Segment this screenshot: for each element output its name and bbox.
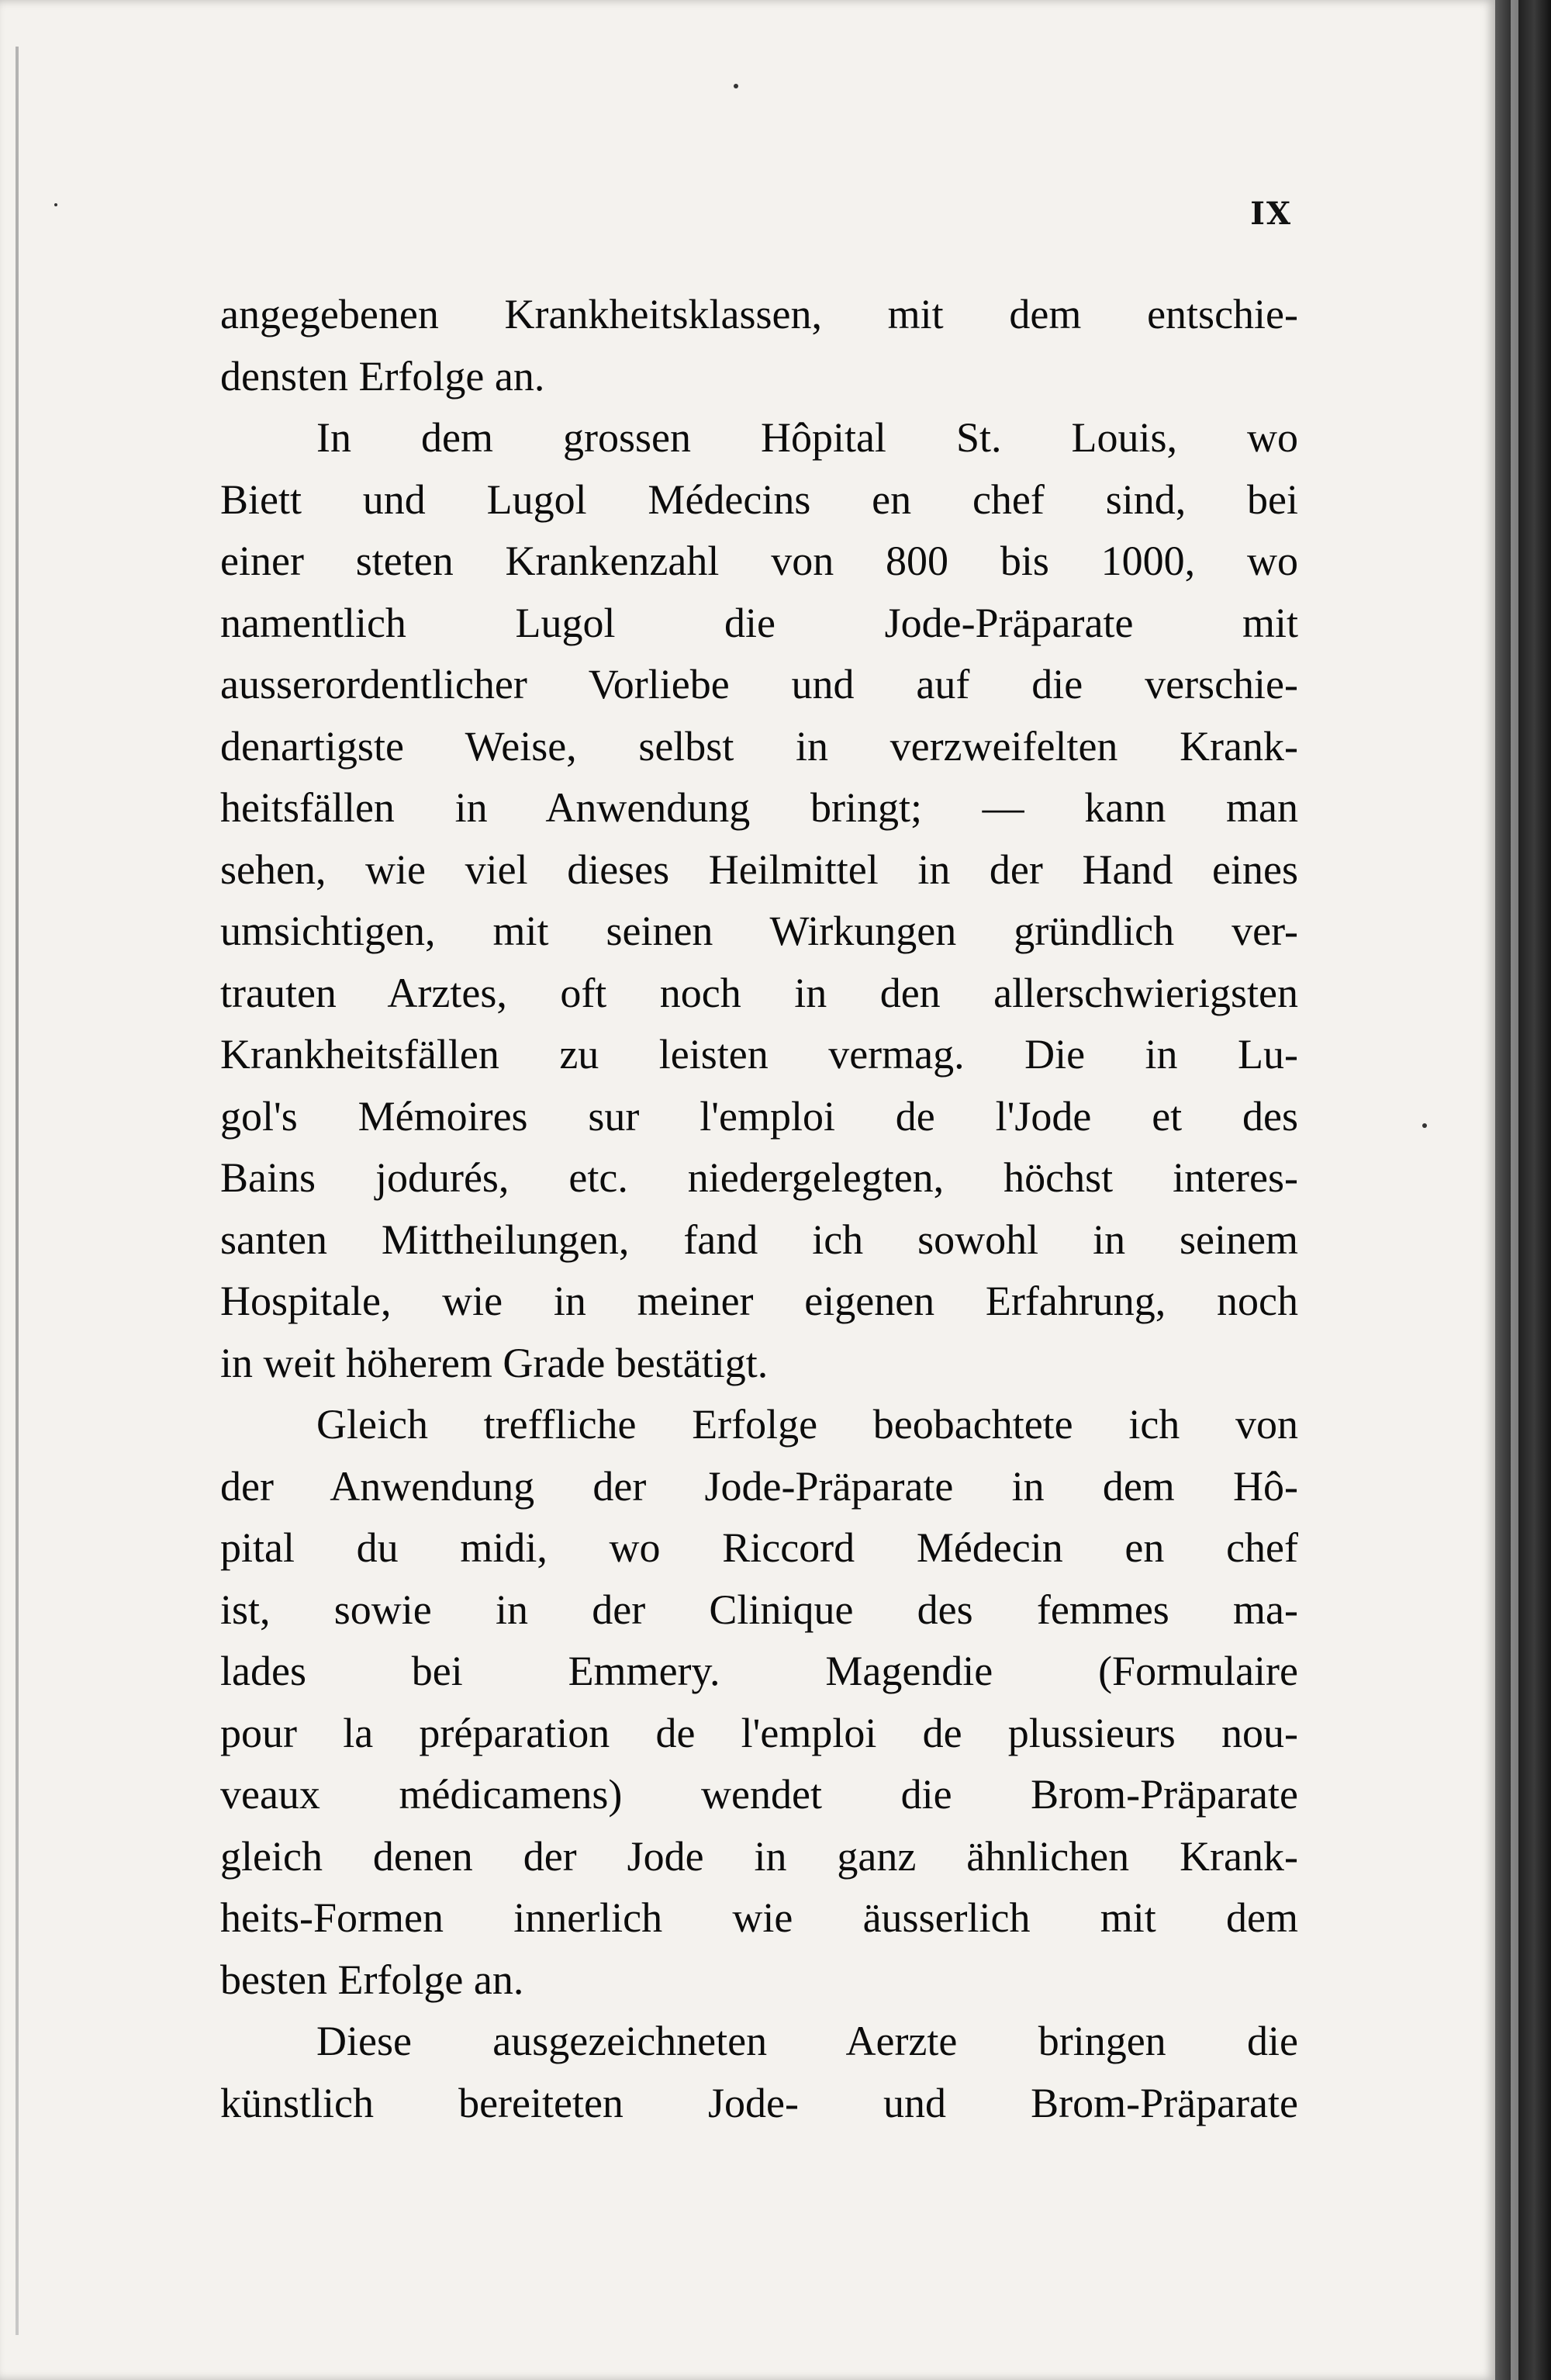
ink-speck: [54, 203, 57, 206]
text-line: Gleich treffliche Erfolge beobachtete ich von: [316, 1401, 1298, 1448]
text-line: künstlich bereiteten Jode- und Brom-Präparate: [220, 2079, 1298, 2126]
ink-speck: [1422, 1123, 1427, 1128]
text-line: Diese ausgezeichneten Aerzte bringen die: [316, 2018, 1298, 2064]
text-line: Hospitale, wie in meiner eigenen Erfahrung, noch: [220, 1278, 1298, 1324]
text-line: sehen, wie viel dieses Heilmittel in der Hand eines: [220, 846, 1298, 893]
text-line: gol's Mémoires sur l'emploi de l'Jode et des: [220, 1092, 1298, 1140]
page-number: IX: [1250, 195, 1292, 232]
text-line: ist, sowie in der Clinique des femmes ma-: [220, 1586, 1298, 1633]
text-line: in weit höherem Grade bestätigt.: [220, 1339, 769, 1386]
text-line: trauten Arztes, oft noch in den allerschwierigsten: [220, 969, 1298, 1016]
page-gutter: [16, 47, 19, 2335]
text-line: pour la préparation de l'emploi de plussieurs nou-: [220, 1709, 1298, 1756]
text-line: lades bei Emmery. Magendie (Formulaire: [220, 1648, 1298, 1694]
text-line: densten Erfolge an.: [220, 352, 545, 400]
text-line: gleich denen der Jode in ganz ähnlichen Krank-: [220, 1832, 1298, 1880]
text-line: Biett und Lugol Médecins en chef sind, bei: [220, 476, 1298, 523]
text-line: heitsfällen in Anwendung bringt; — kann man: [220, 784, 1298, 831]
text-line: veaux médicamens) wendet die Brom-Präparate: [220, 1771, 1298, 1818]
text-line: denartigste Weise, selbst in verzweifelten Krank-: [220, 722, 1298, 770]
text-line: santen Mittheilungen, fand ich sowohl in seinem: [220, 1216, 1298, 1263]
text-line: der Anwendung der Jode-Präparate in dem Hô-: [220, 1462, 1298, 1510]
text-line: angegebenen Krankheitsklassen, mit dem entschie-: [220, 291, 1298, 337]
text-line: In dem grossen Hôpital St. Louis, wo: [316, 414, 1298, 461]
ink-speck: [734, 84, 738, 88]
text-line: ausserordentlicher Vorliebe und auf die verschie-: [220, 661, 1298, 707]
book-edge-highlight: [1511, 0, 1518, 2380]
text-line: Krankheitsfällen zu leisten vermag. Die in Lu-: [220, 1031, 1298, 1078]
text-line: pital du midi, wo Riccord Médecin en chef: [220, 1524, 1298, 1571]
book-edge-shadow: [1495, 0, 1551, 2380]
text-line: einer steten Krankenzahl von 800 bis 1000, wo: [220, 538, 1298, 584]
text-line: namentlich Lugol die Jode-Präparate mit: [220, 599, 1298, 646]
body-text: [220, 284, 1298, 2134]
text-line: heits-Formen innerlich wie äusserlich mit dem: [220, 1894, 1298, 1941]
text-line: Bains jodurés, etc. niedergelegten, höchst interes-: [220, 1154, 1298, 1201]
text-line: besten Erfolge an.: [220, 1956, 524, 2003]
text-line: umsichtigen, mit seinen Wirkungen gründlich ver-: [220, 908, 1298, 954]
